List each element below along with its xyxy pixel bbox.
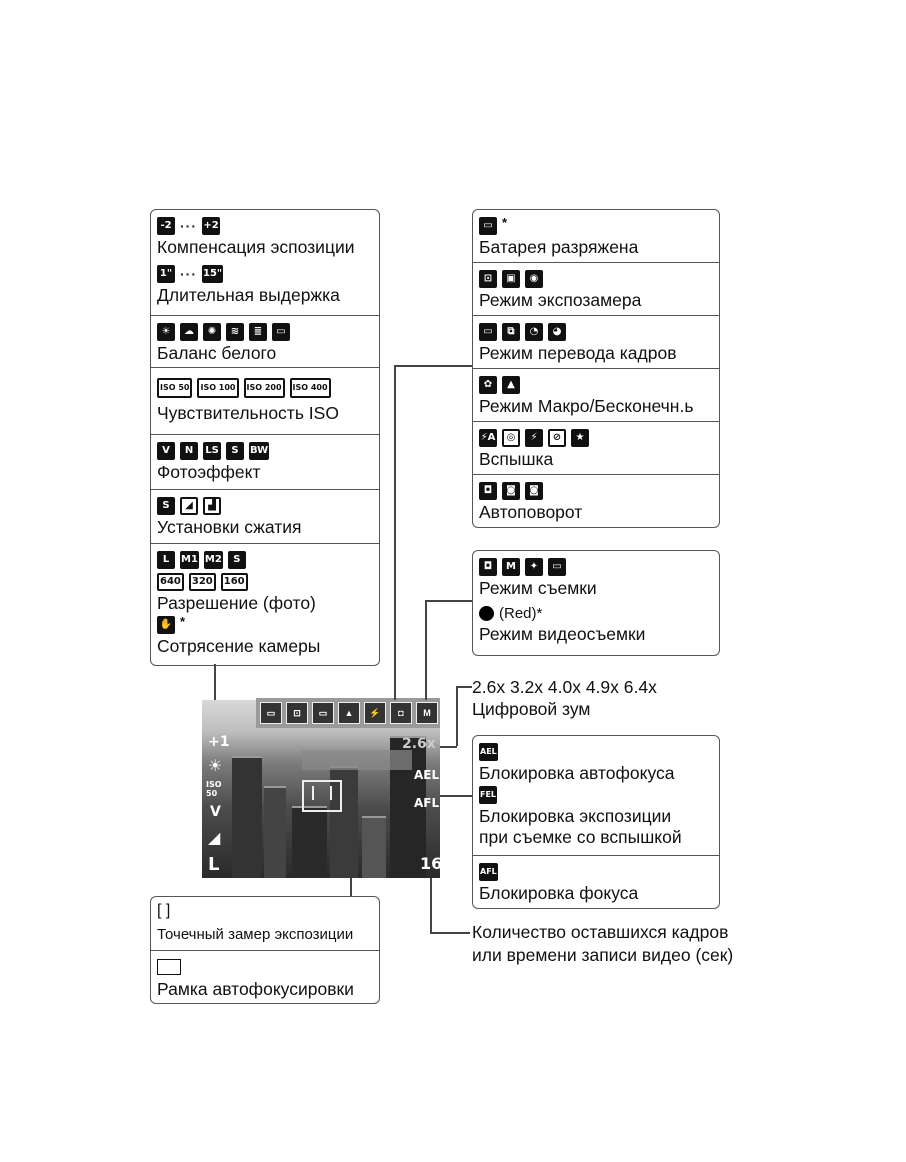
- right-legend-panel: [472, 209, 720, 528]
- drive-label: Режим перевода кадров: [479, 343, 677, 363]
- afl-label: Блокировка фокуса: [479, 883, 639, 903]
- effect-icons: [157, 440, 373, 462]
- red-text: (Red)*: [499, 604, 543, 622]
- battery-label: Батарея разряжена: [479, 237, 639, 257]
- iso-200-icon: ISO 200: [244, 378, 285, 398]
- record-dot-icon: [479, 606, 494, 621]
- metering-status-icon: ⊡: [286, 702, 308, 724]
- shooting-mode-panel: [472, 550, 720, 656]
- shutter-max-icon: 15": [202, 265, 223, 283]
- shake-label: Сотрясение камеры: [157, 636, 321, 656]
- zoom-label: Цифровой зум: [472, 699, 591, 719]
- ael-icons: [479, 741, 713, 763]
- connector-right-panel-h: [394, 365, 472, 367]
- connector-left-panel: [214, 664, 216, 700]
- stitch-mode-icon: ▭: [548, 558, 566, 576]
- mode-status-icon: M: [416, 702, 438, 724]
- rotate-normal-icon: ◘: [479, 482, 497, 500]
- iso-section: [151, 368, 379, 435]
- connector-right-panel-v: [394, 365, 396, 700]
- camera-shake-icon: ✋: [157, 616, 175, 634]
- self-timer-10-icon: ◔: [525, 323, 543, 341]
- effect-bw-icon: BW: [249, 442, 269, 460]
- macro-section: [473, 369, 719, 422]
- record-row: [479, 602, 713, 624]
- water: [302, 750, 412, 770]
- exposure-section: [151, 210, 379, 316]
- res-320-icon: 320: [189, 573, 216, 591]
- res-640-icon: 640: [157, 573, 184, 591]
- flash-section: [473, 422, 719, 475]
- battery-section: [473, 210, 719, 263]
- custom-wb-icon: ▭: [272, 323, 290, 341]
- battery-icon: ▭: [479, 217, 497, 235]
- ael-indicator: AEL: [414, 768, 440, 782]
- white-balance-label: Баланс белого: [157, 343, 277, 363]
- afl-indicator: AFL: [414, 796, 440, 810]
- connector-zoom-v: [456, 686, 458, 746]
- effect-lowsharp-icon: LS: [203, 442, 221, 460]
- ael-label: Блокировка автофокуса: [479, 763, 675, 783]
- connector-shoot-v: [425, 600, 427, 700]
- building: [362, 816, 386, 878]
- battery-icons: [479, 215, 713, 237]
- afl-icons: [479, 861, 713, 883]
- remaining-line-1: Количество оставшихся кадров: [472, 922, 729, 942]
- mode-icons: [479, 556, 713, 578]
- metering-icons: [479, 268, 713, 290]
- iso-indicator: ISO 50: [206, 780, 222, 798]
- connector-zoom-h: [440, 746, 457, 748]
- effect-vivid-icon: V: [157, 442, 175, 460]
- compression-icon: ◢: [208, 828, 221, 847]
- ev-minus-icon: -2: [157, 217, 175, 235]
- normal-icon: ▟: [203, 497, 221, 515]
- spot-frame-symbol: [ ]: [157, 902, 171, 919]
- af-frame-section: [151, 951, 379, 1004]
- white-balance-section: [151, 316, 379, 368]
- center-weighted-icon: ▣: [502, 270, 520, 288]
- spot-frame-section: [151, 897, 379, 951]
- auto-mode-icon: ◘: [479, 558, 497, 576]
- fel-label-1: Блокировка экспозиции: [479, 806, 672, 826]
- compression-icons: [157, 495, 373, 517]
- resolution-indicator: L: [208, 854, 220, 875]
- drive-icons: [479, 321, 713, 343]
- macro-icon: ✿: [479, 376, 497, 394]
- ae-fe-lock-section: [473, 736, 719, 856]
- res-m1-icon: M1: [180, 551, 199, 569]
- exposure-icons: [157, 215, 373, 237]
- rotate-label: Автоповорот: [479, 502, 583, 522]
- fluorescent-icon: ≋: [226, 323, 244, 341]
- video-mode-label: Режим видеосъемки: [479, 624, 646, 644]
- connector-remaining-h: [430, 932, 470, 934]
- shutter-label: Длительная выдержка: [157, 285, 340, 305]
- photo-effect-section: [151, 435, 379, 490]
- cloud-icon: ☁: [180, 323, 198, 341]
- building: [264, 786, 286, 878]
- shake-asterisk: *: [180, 614, 186, 629]
- iso-400-icon: ISO 400: [290, 378, 331, 398]
- continuous-icon: ⧉: [502, 323, 520, 341]
- auto-flash-icon: ⚡A: [479, 429, 497, 447]
- movie-resolution-icons: [157, 571, 373, 593]
- af-frame-label: Рамка автофокусировки: [157, 979, 354, 999]
- exposure-label: Компенсация эспозиции: [157, 237, 355, 257]
- shake-icons: [157, 614, 373, 636]
- manual-mode-icon: M: [502, 558, 520, 576]
- evaluative-icon: ⊡: [479, 270, 497, 288]
- resolution-section: [151, 544, 379, 663]
- af-frame-icon: [157, 959, 181, 975]
- battery-asterisk: *: [502, 215, 508, 230]
- effect-indicator: V: [210, 804, 221, 820]
- tungsten-icon: ✺: [203, 323, 221, 341]
- res-m2-icon: M2: [204, 551, 223, 569]
- metering-section: [473, 263, 719, 316]
- rotate-right-icon: ◙: [502, 482, 520, 500]
- ev-plus-icon: +2: [202, 217, 220, 235]
- zoom-indicator: 2.6x: [402, 736, 436, 752]
- sun-wb-icon: ☀: [208, 756, 223, 775]
- dots-icon: ···: [180, 218, 197, 234]
- rotate-status-icon: ◘: [390, 702, 412, 724]
- flash-off-icon: ⊘: [548, 429, 566, 447]
- dots-icon: ···: [180, 266, 197, 282]
- self-timer-2-icon: ◕: [548, 323, 566, 341]
- lcd-top-icon-bar: [256, 698, 440, 728]
- res-large-icon: L: [157, 551, 175, 569]
- connector-lock: [440, 795, 472, 797]
- fel-label-2: при съемке со вспышкой: [479, 827, 682, 847]
- flash-label: Вспышка: [479, 449, 554, 469]
- shutter-min-icon: 1": [157, 265, 175, 283]
- res-160-icon: 160: [221, 573, 248, 591]
- afl-icon: AFL: [479, 863, 498, 881]
- rotate-icons: [479, 480, 713, 502]
- rotate-section: [473, 475, 719, 527]
- superfine-icon: S: [157, 497, 175, 515]
- effect-sepia-icon: S: [226, 442, 244, 460]
- building: [232, 756, 262, 878]
- spot-frame: [312, 786, 332, 800]
- shooting-mode-label: Режим съемки: [479, 578, 597, 598]
- compression-section: [151, 490, 379, 544]
- macro-label: Режим Макро/Бесконечн.ь: [479, 396, 694, 416]
- drive-section: [473, 316, 719, 369]
- flash-icons: [479, 427, 713, 449]
- spot-frame-label: Точечный замер экспозиции: [157, 926, 354, 943]
- remaining-line-2: или времени записи видео (сек): [472, 945, 734, 965]
- shutter-icons: [157, 263, 373, 285]
- drive-status-icon: ▭: [312, 702, 334, 724]
- lock-panel: [472, 735, 720, 909]
- res-small-icon: S: [228, 551, 246, 569]
- flash-status-icon: ⚡: [364, 702, 386, 724]
- building: [292, 806, 327, 878]
- resolution-icons: [157, 549, 373, 571]
- effect-neutral-icon: N: [180, 442, 198, 460]
- connector-shoot-h: [425, 600, 472, 602]
- red-eye-icon: ◎: [502, 429, 520, 447]
- sun-icon: ☀: [157, 323, 175, 341]
- iso-label: Чувствительность ISO: [157, 403, 339, 423]
- ev-indicator: +1: [208, 734, 230, 750]
- shots-remaining: 16: [420, 854, 443, 873]
- left-legend-panel: [150, 209, 380, 666]
- ael-icon: AEL: [479, 743, 498, 761]
- bottom-legend-panel: [150, 896, 380, 1004]
- compression-label: Установки сжатия: [157, 517, 302, 537]
- iso-50-icon: ISO 50: [157, 378, 192, 398]
- zoom-values: 2.6x 3.2x 4.0x 4.9x 6.4x: [472, 677, 657, 697]
- spot-icon: ◉: [525, 270, 543, 288]
- fine-icon: ◢: [180, 497, 198, 515]
- iso-100-icon: ISO 100: [197, 378, 238, 398]
- resolution-label: Разрешение (фото): [157, 593, 316, 613]
- wb-icons: [157, 321, 373, 343]
- af-lock-section: [473, 856, 719, 908]
- connector-remaining-v: [430, 878, 432, 932]
- connector-zoom-top: [456, 686, 472, 688]
- slow-sync-icon: ★: [571, 429, 589, 447]
- battery-status-icon: ▭: [260, 702, 282, 724]
- scene-mode-icon: ✦: [525, 558, 543, 576]
- metering-label: Режим экспозамера: [479, 290, 642, 310]
- connector-bottom-panel: [350, 878, 352, 896]
- fluorescent-h-icon: ≣: [249, 323, 267, 341]
- single-shot-icon: ▭: [479, 323, 497, 341]
- fel-icons: [479, 784, 713, 806]
- infinity-icon: ▲: [502, 376, 520, 394]
- macro-status-icon: ▲: [338, 702, 360, 724]
- flash-on-icon: ⚡: [525, 429, 543, 447]
- rotate-left-icon: ◙: [525, 482, 543, 500]
- fel-icon: FEL: [479, 786, 497, 804]
- macro-icons: [479, 374, 713, 396]
- photo-effect-label: Фотоэффект: [157, 462, 261, 482]
- iso-icons: [157, 373, 373, 403]
